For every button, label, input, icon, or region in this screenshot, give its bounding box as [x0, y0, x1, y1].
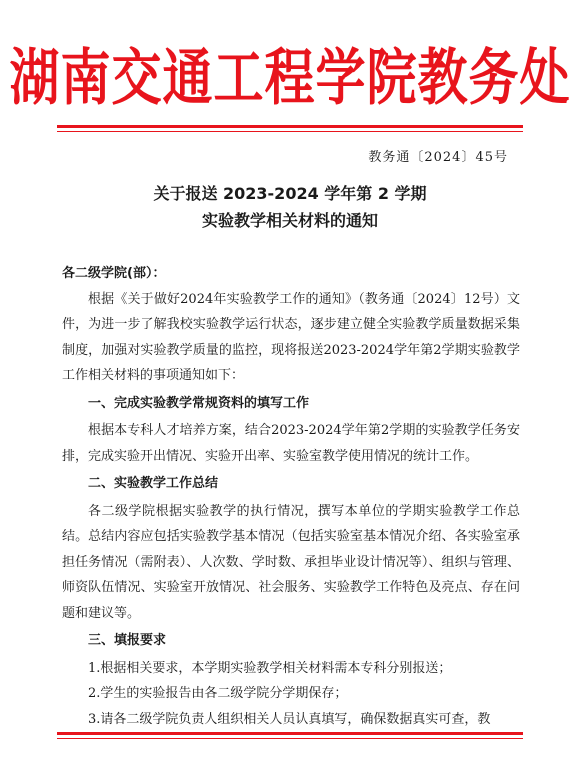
title-line-1: 关于报送 2023-2024 学年第 2 学期: [153, 184, 427, 203]
title-line-2: 实验教学相关材料的通知: [201, 211, 378, 230]
office-masthead: 湖南交通工程学院教务处: [9, 42, 571, 114]
requirement-item-3: 3.请各二级学院负责人组织相关人员认真填写，确保数据真实可查，教: [88, 711, 491, 727]
header-divider-thick: [57, 125, 523, 128]
document-number: 教务通〔2024〕45号: [368, 150, 508, 165]
requirement-item-1: 1.根据相关要求，本学期实验教学相关材料需本专科分别报送；: [88, 660, 452, 676]
section-1-body: 根据本专科人才培养方案，结合2023-2024学年第2学期的实验教学任务安排，完成实验开出情况、实验开出率、实验室教学使用情况的统计工作。: [62, 423, 520, 464]
section-2-body: 各二级学院根据实验教学的执行情况，撰写本单位的学期实验教学工作总结。总结内容应包括实验教学基本情况（包括实验室基本情况介绍、各实验室承担任务情况（需附表）、人次数、学时数、承担毕业设计情况等）、组织与管理、师资队伍情况、实验室开放情况、社会服务、实验教学工作特色及亮点、存在问题和建议等。: [62, 503, 520, 621]
salutation: 各二级学院(部）：: [62, 266, 166, 281]
requirement-item-2: 2.学生的实验报告由各二级学院分学期保存；: [88, 686, 348, 701]
footer-divider-thick: [57, 732, 523, 735]
header-divider-thin: [57, 131, 523, 132]
document-title: [0, 180, 580, 234]
footer-divider-thin: [57, 738, 523, 739]
section-2-heading: 二、实验教学工作总结: [88, 476, 219, 491]
section-3-heading: 三、填报要求: [88, 633, 167, 648]
section-1-heading: 一、完成实验教学常规资料的填写工作: [88, 395, 310, 411]
document-body: [62, 261, 520, 732]
intro-paragraph: 根据《关于做好2024年实验教学工作的通知》（教务通〔2024〕12号）文件，为进一步了解我校实验教学运行状态，逐步建立健全实验教学质量数据采集制度，加强对实验教学质量的监控，现将报送2023-2024学年第2学期实验教学工作相关材料的事项通知如下：: [62, 291, 520, 383]
